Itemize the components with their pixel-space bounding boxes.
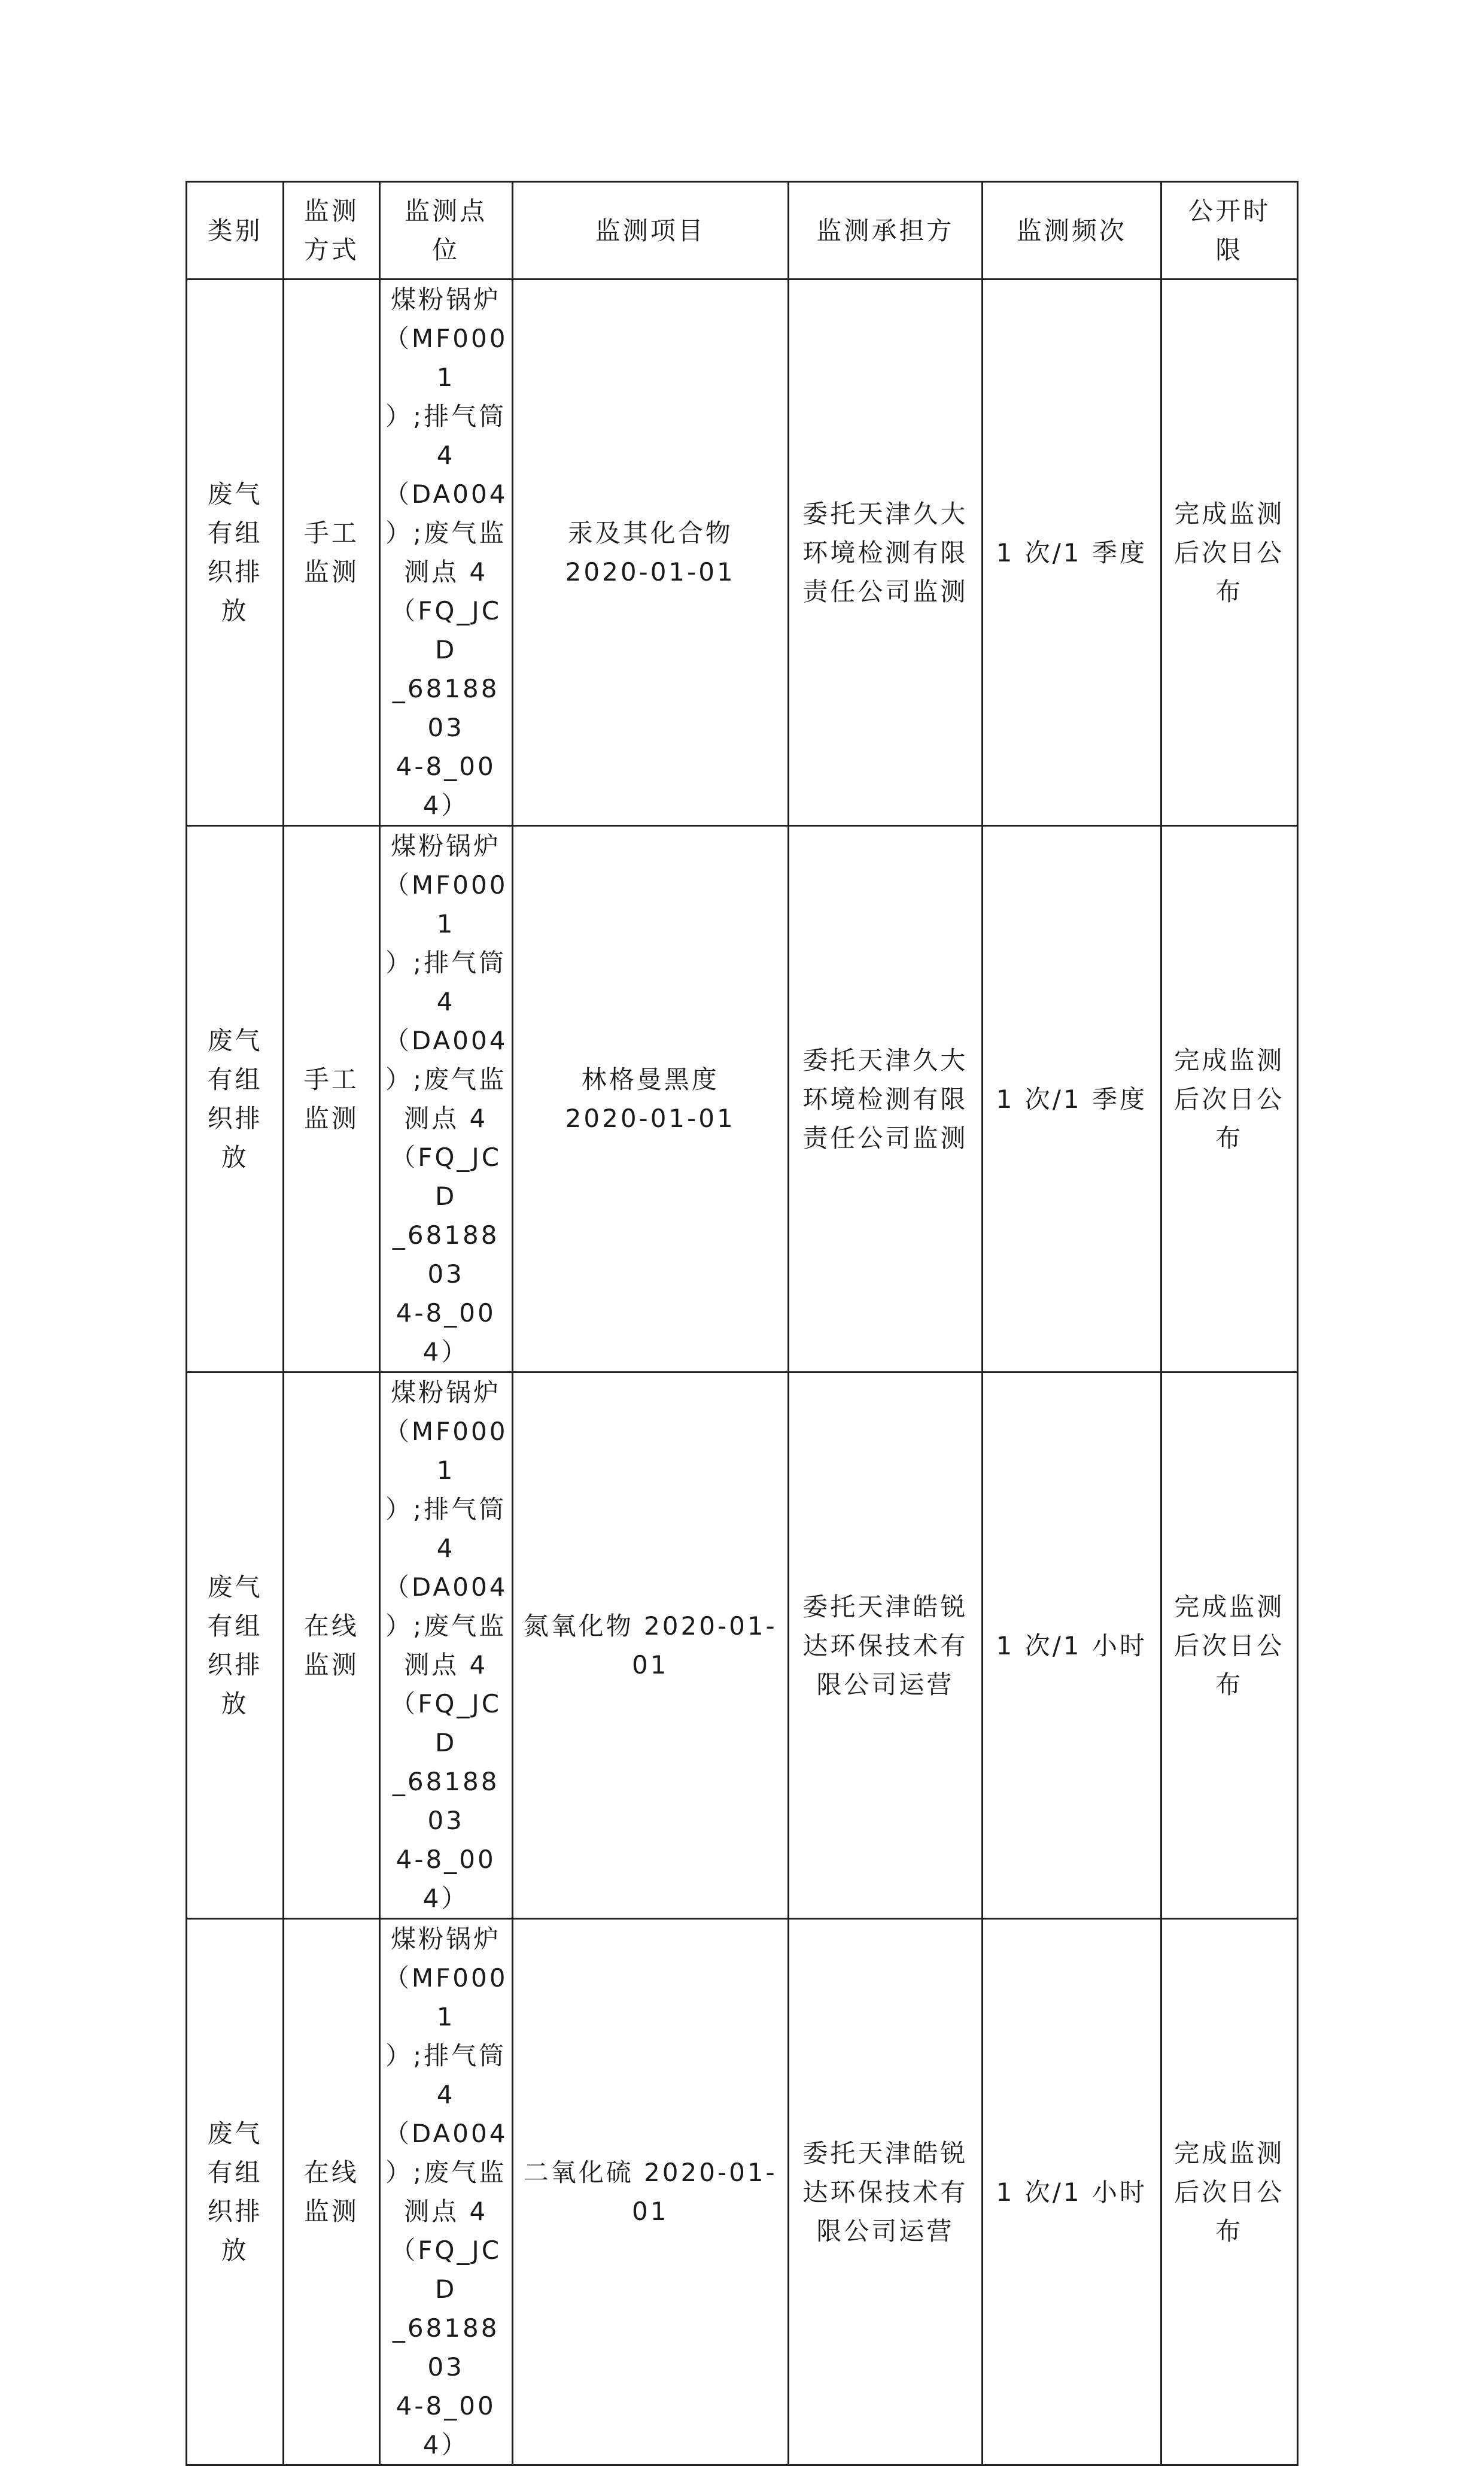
header-point: 监测点 位 xyxy=(379,182,512,280)
cell-method: 手工 监测 xyxy=(284,280,379,826)
table-row xyxy=(187,826,1298,1372)
cell-frequency: 1 次/1 季度 xyxy=(983,826,1161,1372)
cell-point: 煤粉锅炉 （MF0001 ）;排气筒 4 （DA004 ）;废气监 测点 4 （FQ_JCD _6818803 4-8_004） xyxy=(379,826,512,1372)
cell-provider: 委托天津久大 环境检测有限 责任公司监测 xyxy=(788,280,983,826)
header-disclosure: 公开时 限 xyxy=(1161,182,1297,280)
table-row xyxy=(187,280,1298,826)
cell-disclosure: 完成监测 后次日公 布 xyxy=(1161,1919,1297,2465)
cell-provider: 委托天津皓锐 达环保技术有 限公司运营 xyxy=(788,1919,983,2465)
cell-point: 煤粉锅炉 （MF0001 ）;排气筒 4 （DA004 ）;废气监 测点 4 （FQ_JCD _6818803 4-8_004） xyxy=(379,280,512,826)
cell-provider: 委托天津皓锐 达环保技术有 限公司运营 xyxy=(788,1372,983,1919)
cell-category: 废气 有组 织排 放 xyxy=(187,280,284,826)
cell-frequency: 1 次/1 小时 xyxy=(983,1372,1161,1919)
cell-disclosure: 完成监测 后次日公 布 xyxy=(1161,826,1297,1372)
cell-point: 煤粉锅炉 （MF0001 ）;排气筒 4 （DA004 ）;废气监 测点 4 （FQ_JCD _6818803 4-8_004） xyxy=(379,1372,512,1919)
cell-item: 林格曼黑度 2020-01-01 xyxy=(512,826,788,1372)
table-row xyxy=(187,1372,1298,1919)
cell-frequency: 1 次/1 季度 xyxy=(983,280,1161,826)
cell-provider: 委托天津久大 环境检测有限 责任公司监测 xyxy=(788,826,983,1372)
cell-category: 废气 有组 织排 放 xyxy=(187,1372,284,1919)
cell-frequency: 1 次/1 小时 xyxy=(983,1919,1161,2465)
header-provider: 监测承担方 xyxy=(788,182,983,280)
cell-point: 煤粉锅炉 （MF0001 ）;排气筒 4 （DA004 ）;废气监 测点 4 （FQ_JCD _6818803 4-8_004） xyxy=(379,1919,512,2465)
cell-item: 汞及其化合物 2020-01-01 xyxy=(512,280,788,826)
cell-disclosure: 完成监测 后次日公 布 xyxy=(1161,280,1297,826)
header-method: 监测 方式 xyxy=(284,182,379,280)
cell-category: 废气 有组 织排 放 xyxy=(187,1919,284,2465)
cell-method: 在线 监测 xyxy=(284,1919,379,2465)
header-frequency: 监测频次 xyxy=(983,182,1161,280)
cell-method: 手工 监测 xyxy=(284,826,379,1372)
cell-disclosure: 完成监测 后次日公 布 xyxy=(1161,1372,1297,1919)
header-item: 监测项目 xyxy=(512,182,788,280)
monitoring-table xyxy=(186,181,1298,2466)
table-row xyxy=(187,1919,1298,2465)
table-header-row xyxy=(187,182,1298,280)
cell-item: 氮氧化物 2020-01-01 xyxy=(512,1372,788,1919)
cell-item: 二氧化硫 2020-01-01 xyxy=(512,1919,788,2465)
header-category: 类别 xyxy=(187,182,284,280)
cell-method: 在线 监测 xyxy=(284,1372,379,1919)
cell-category: 废气 有组 织排 放 xyxy=(187,826,284,1372)
